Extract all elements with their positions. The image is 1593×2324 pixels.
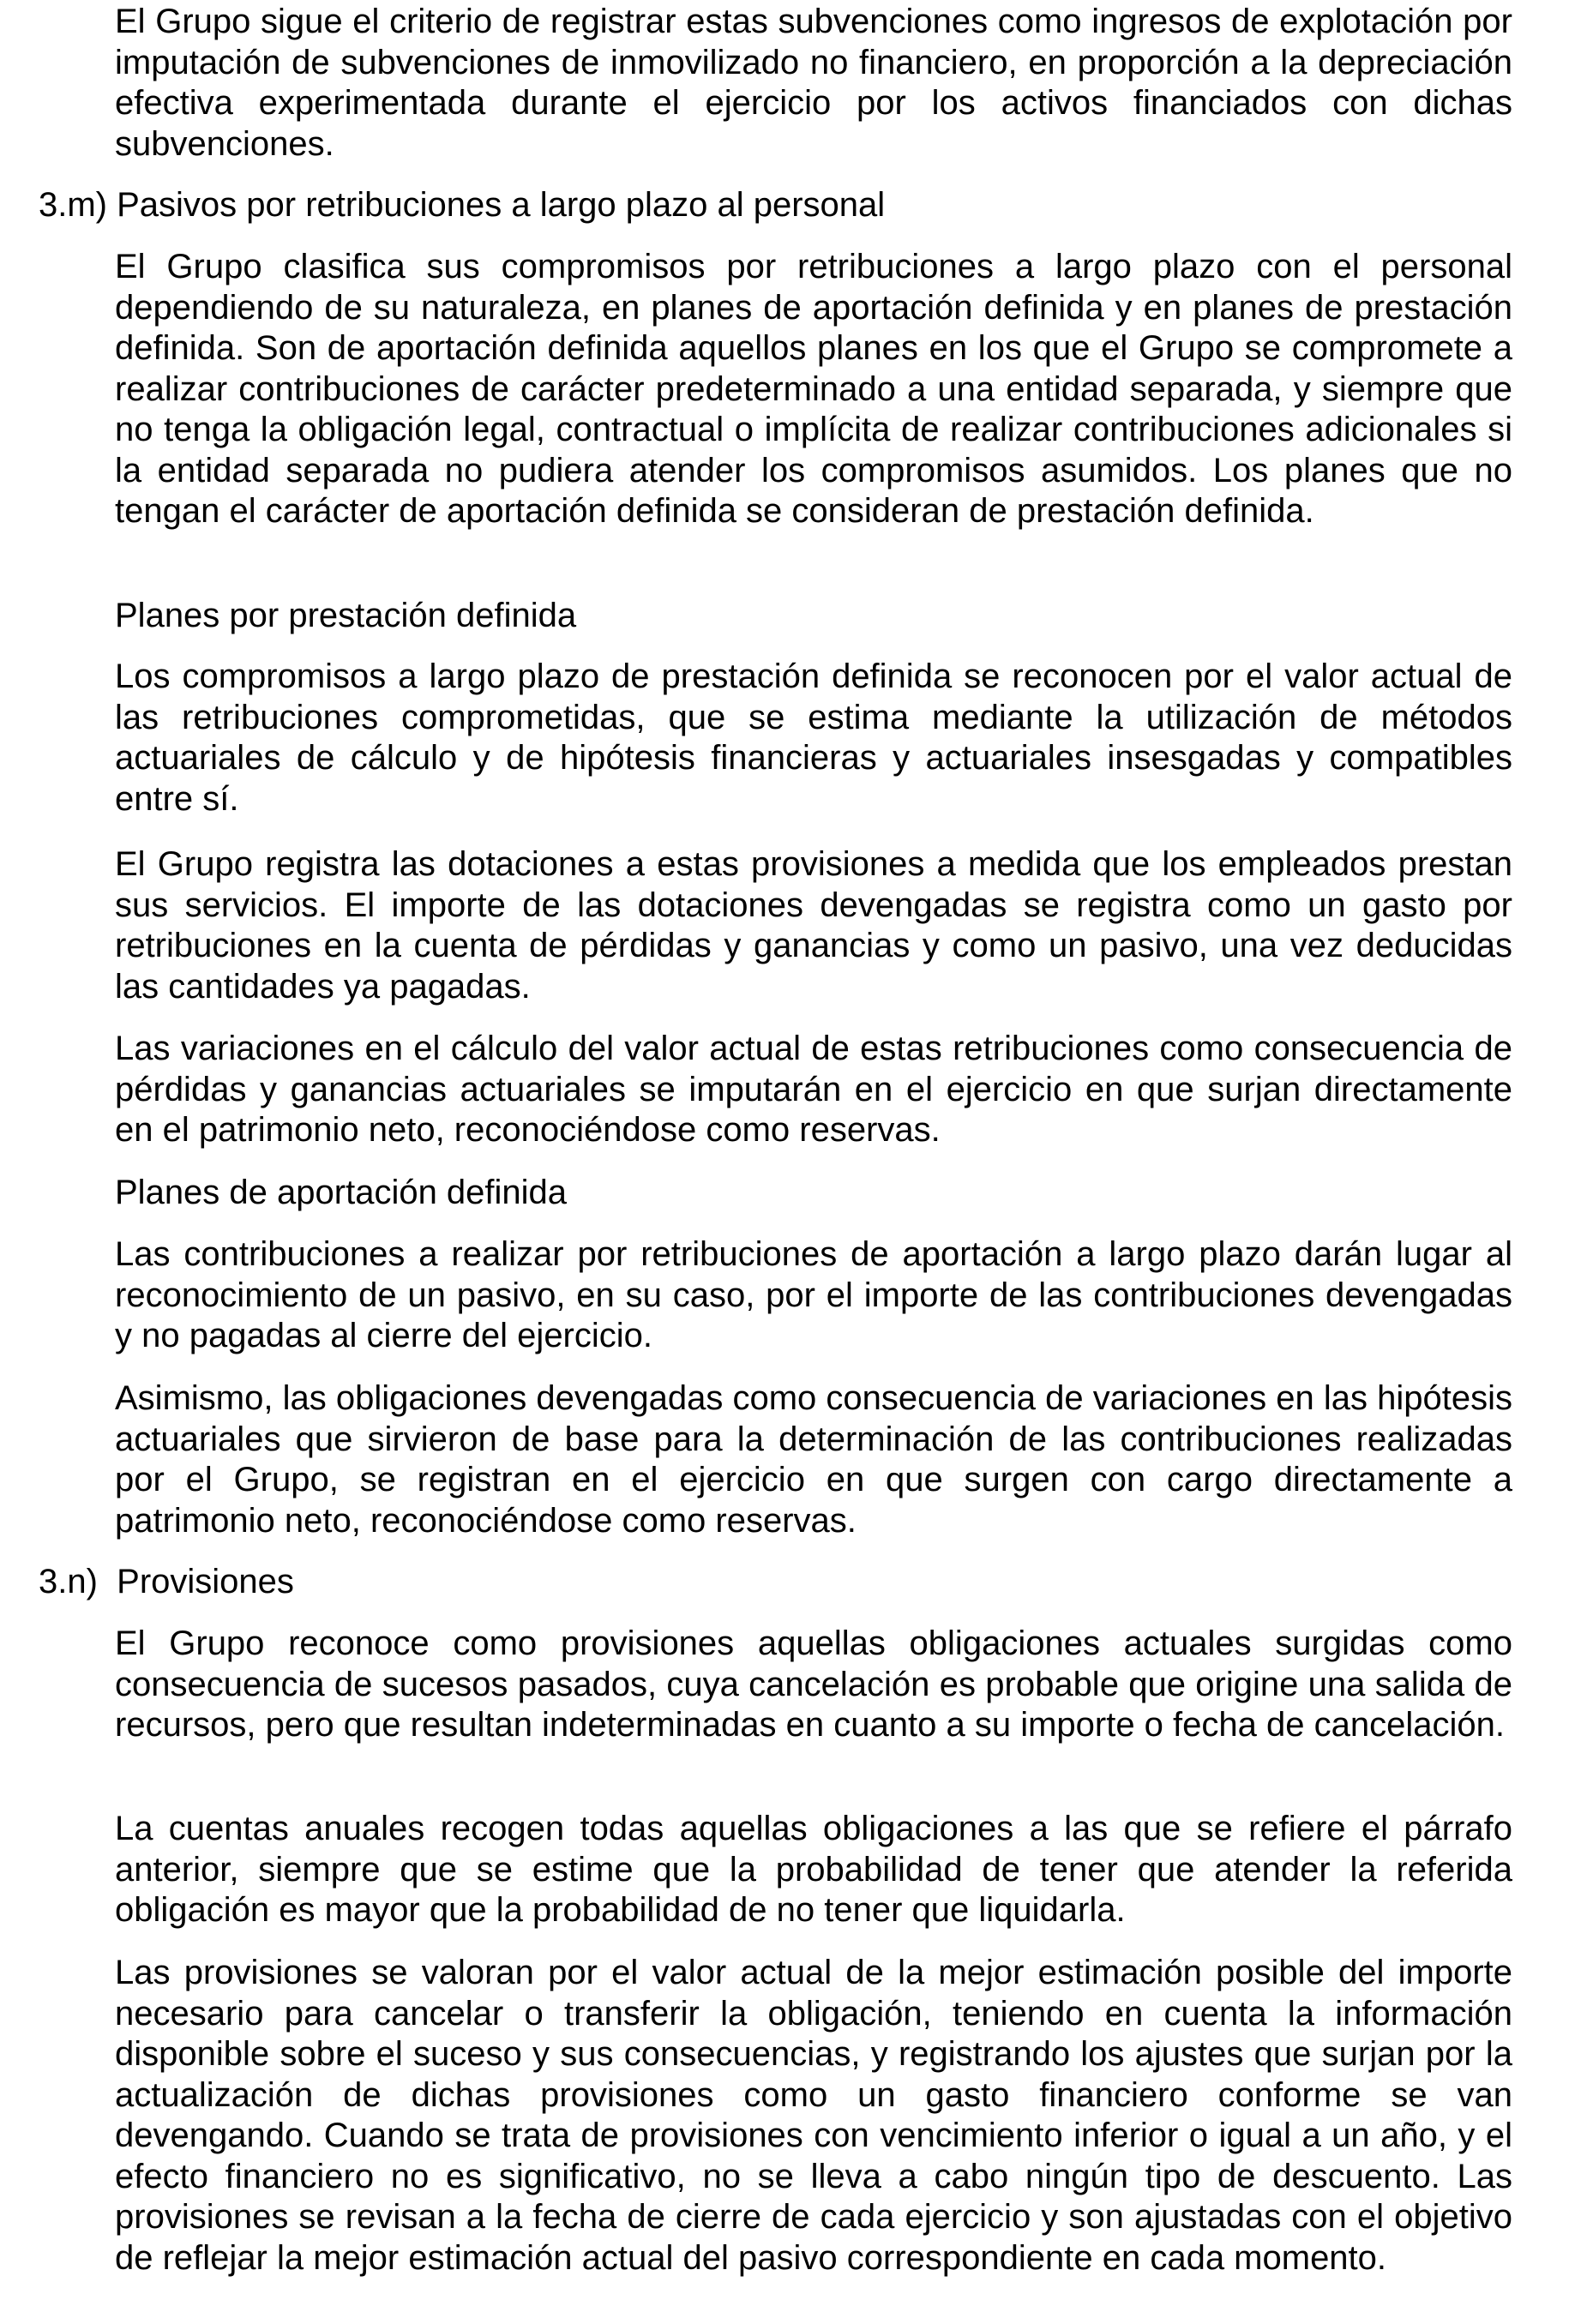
- section-heading-3n: 3.n) Provisiones: [39, 1563, 294, 1600]
- paragraph-provisiones-valoracion: Las provisiones se valoran por el valor actual de la mejor estimación posible del importe necesario para cancelar o transferir la obligación, teniendo en cuenta la información disponible sobre el suceso y sus consecuencias, y registrando los ajustes que surjan por la actualización de dichas provisiones como un gasto financiero conforme se van devengando. Cuando se trata de provisiones con vencimiento inferior o igual a un año, y el efecto financiero no es significativo, no se lleva a cabo ningún tipo de descuento. Las provisiones se revisan a la fecha de cierre de cada ejercicio y son ajustadas con el objetivo de reflejar la mejor estimación actual del pasivo correspondiente en cada momento.: [115, 1954, 1512, 2277]
- paragraph-provisiones-cuentas: La cuentas anuales recogen todas aquellas obligaciones a las que se refiere el párrafo anterior, siempre que se estime que la probabilidad de tener que atender la referida obligación es mayor que la probabilidad de no tener que liquidarla.: [115, 1810, 1512, 1929]
- subheading-aportacion-definida: Planes de aportación definida: [115, 1174, 568, 1211]
- paragraph-aportacion-obligaciones: Asimismo, las obligaciones devengadas como consecuencia de variaciones en las hipótesis actuariales que sirvieron de base para la determinación de las contribuciones realizadas por el Grupo, se registran en el ejercicio en que surgen con cargo directamente a patrimonio neto, reconociéndose como reservas.: [115, 1379, 1512, 1540]
- paragraph-prestacion-reconocimiento: Los compromisos a largo plazo de prestación definida se reconocen por el valor actual de las retribuciones comprometidas, que se estima mediante la utilización de métodos actuariales de cálculo y de hipótesis financieras y actuariales insesgadas y compatibles entre sí.: [115, 658, 1512, 818]
- subheading-prestacion-definida: Planes por prestación definida: [115, 597, 577, 634]
- paragraph-pasivos-clasificacion: El Grupo clasifica sus compromisos por retribuciones a largo plazo con el personal dependiendo de su naturaleza, en planes de aportación definida y en planes de prestación definida. Son de aportación definida aquellos planes en los que el Grupo se compromete a realizar contribuciones de carácter predeterminado a una entidad separada, y siempre que no tenga la obligación legal, contractual o implícita de realizar contribuciones adicionales si la entidad separada no pudiera atender los compromisos asumidos. Los planes que no tengan el carácter de aportación definida se consideran de prestación definida.: [115, 248, 1512, 530]
- paragraph-prestacion-variaciones: Las variaciones en el cálculo del valor actual de estas retribuciones como consecuencia de pérdidas y ganancias actuariales se imputarán en el ejercicio en que surjan directamente en el patrimonio neto, reconociéndose como reservas.: [115, 1030, 1512, 1149]
- paragraph-aportacion-contribuciones: Las contribuciones a realizar por retribuciones de aportación a largo plazo darán lugar al reconocimiento de un pasivo, en su caso, por el importe de las contribuciones devengadas y no pagadas al cierre del ejercicio.: [115, 1235, 1512, 1354]
- paragraph-prestacion-dotaciones: El Grupo registra las dotaciones a estas provisiones a medida que los empleados prestan sus servicios. El importe de las dotaciones devengadas se registra como un gasto por retribuciones en la cuenta de pérdidas y ganancias y como un pasivo, una vez deducidas las cantidades ya pagadas.: [115, 845, 1512, 1006]
- paragraph-provisiones-reconoce: El Grupo reconoce como provisiones aquellas obligaciones actuales surgidas como consecuencia de sucesos pasados, cuya cancelación es probable que origine una salida de recursos, pero que resultan indeterminadas en cuanto a su importe o fecha de cancelación.: [115, 1624, 1512, 1744]
- paragraph-subvenciones-criterio: El Grupo sigue el criterio de registrar estas subvenciones como ingresos de explotación por imputación de subvenciones de inmovilizado no financiero, en proporción a la depreciación efectiva experimentada durante el ejercicio por los activos financiados con dichas subvenciones.: [115, 3, 1512, 163]
- section-heading-3m: 3.m) Pasivos por retribuciones a largo plazo al personal: [39, 186, 886, 224]
